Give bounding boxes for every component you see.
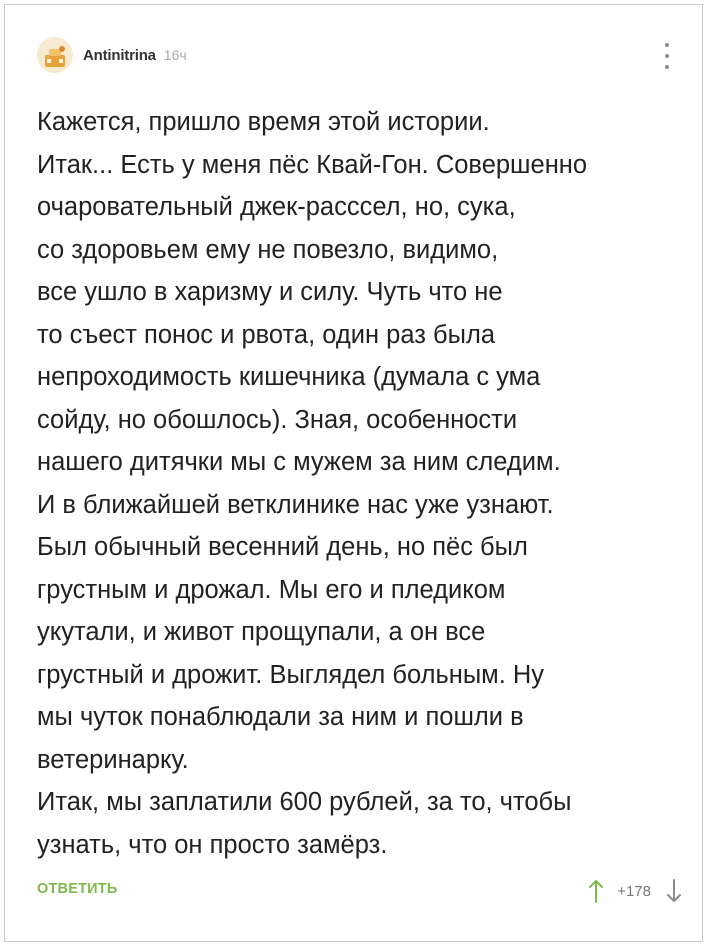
author-name[interactable]: Antinitrina xyxy=(83,46,156,64)
comment-line: грустным и дрожал. Мы его и пледиком xyxy=(37,575,506,604)
comment-line: ветеринарку. xyxy=(37,745,189,774)
comment-line: Был обычный весенний день, но пёс был xyxy=(37,533,528,561)
comment-line: со здоровьем ему не повезло, видимо, xyxy=(37,235,499,264)
arrow-up-icon[interactable] xyxy=(587,878,605,904)
comment-line: Итак, мы заплатили 600 рублей, за то, чтобы xyxy=(37,788,572,816)
comment-line: узнать, что он просто замёрз. xyxy=(37,830,388,859)
comment-line: Итак... Есть у меня пёс Квай-Гон. Совершенно xyxy=(37,150,588,179)
comment-line: все ушло в харизму и силу. Чуть что не xyxy=(37,278,503,306)
comment-body xyxy=(37,101,687,866)
comment-line: нашего дитячки мы с мужем за ним следим. xyxy=(37,448,561,476)
comment-line: то съест понос и рвота, один раз была xyxy=(37,320,496,349)
comment-line: мы чуток понаблюдали за ним и пошли в xyxy=(37,703,524,731)
vertical-dots-icon[interactable] xyxy=(660,43,674,69)
rating-score: +178 xyxy=(617,882,651,900)
comment-line: грустный и дрожит. Выглядел больным. Ну xyxy=(37,660,545,689)
comment-line: И в ближайшей ветклинике нас уже узнают. xyxy=(37,490,554,519)
comment-time: 16ч xyxy=(163,47,187,63)
comment-line: Кажется, пришло время этой истории. xyxy=(37,108,490,136)
comment-footer xyxy=(37,877,687,909)
reply-button[interactable]: ОТВЕТИТЬ xyxy=(37,881,118,897)
avatar-icon[interactable] xyxy=(37,37,73,73)
comment-line: очаровательный джек-расссел, но, сука, xyxy=(37,193,516,221)
comment-line: непроходимость кишечника (думала с ума xyxy=(37,363,541,391)
arrow-down-icon[interactable] xyxy=(665,878,683,904)
comment-line: сойду, но обошлось). Зная, особенности xyxy=(37,405,518,434)
comment-header xyxy=(37,35,187,75)
comment-card xyxy=(4,4,703,942)
comment-line: укутали, и живот прощупали, а он все xyxy=(37,618,486,646)
rating-controls xyxy=(587,877,683,905)
